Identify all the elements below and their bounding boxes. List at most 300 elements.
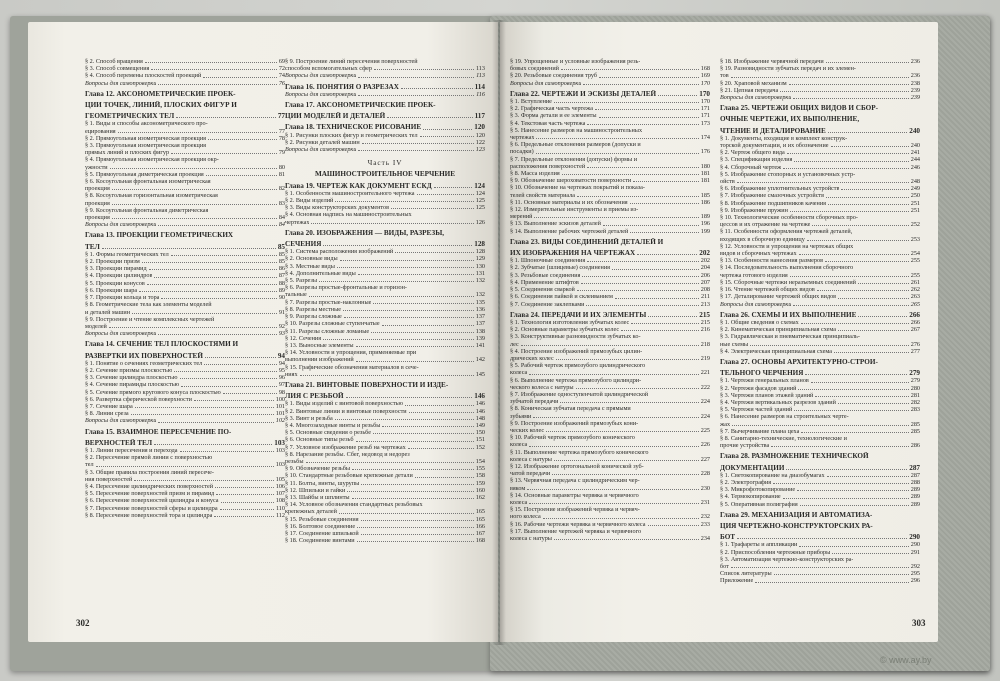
toc-entry-page: 170 [700, 79, 710, 87]
dot-leader [220, 505, 274, 510]
dot-leader [306, 458, 474, 463]
toc-entry-page: 152 [475, 443, 485, 451]
dot-leader [134, 476, 273, 481]
dot-leader [335, 415, 474, 420]
dot-leader [595, 105, 699, 110]
toc-entry-page: 165 [475, 508, 485, 516]
toc-entry [510, 506, 710, 513]
toc-entry-page: 261 [910, 278, 920, 286]
left-page-column-2 [285, 58, 485, 544]
toc-entry-title: ецирования [85, 127, 116, 135]
dot-leader [732, 421, 909, 426]
dot-leader [838, 293, 909, 298]
dot-leader [789, 80, 909, 85]
chapter-heading [510, 249, 710, 257]
dot-leader [401, 83, 473, 89]
toc-entry-page: 231 [700, 498, 710, 506]
chapter-heading [510, 238, 710, 246]
toc-entry [510, 513, 710, 520]
toc-entry-page: 288 [910, 478, 920, 486]
dot-leader [529, 441, 698, 446]
toc-entry-page: 225 [700, 426, 710, 434]
dot-leader [858, 311, 907, 317]
toc-entry [285, 58, 485, 65]
toc-entry-page: 244 [910, 156, 920, 164]
toc-entry-title: ЛИЯ С РЕЗЬБОЙ [285, 392, 344, 401]
toc-entry-page: 117 [474, 112, 485, 121]
toc-entry [720, 549, 920, 556]
review-questions-entry [285, 91, 485, 98]
toc-entry-title: § 1. Общие сведения о схемах [720, 318, 799, 326]
dot-leader [583, 80, 698, 85]
toc-entry-page: 168 [700, 65, 710, 73]
toc-entry-page: 102 [275, 417, 285, 425]
toc-entry-page: 180 [700, 162, 710, 170]
toc-entry-page: 142 [475, 356, 485, 364]
toc-entry-title: Вопросы для самопроверки [720, 300, 792, 308]
toc-entry-title: § 7. Пересечение поверхностей сферы и цилиндра [85, 504, 218, 512]
toc-entry [720, 192, 920, 199]
toc-entry [85, 207, 285, 214]
toc-entry-title: § 12. Измерительные инструменты и приемы из- [510, 206, 639, 214]
toc-entry [285, 480, 485, 487]
toc-entry-title: § 14. Выполнение рабочих чертежей деталей [510, 227, 629, 235]
toc-entry-page: 96 [278, 374, 285, 382]
toc-entry-title: Вопросы для самопроверки [85, 79, 157, 87]
toc-entry [510, 58, 710, 65]
toc-entry [510, 391, 710, 398]
toc-entry [510, 272, 710, 279]
toc-entry-title: БОТ [720, 533, 736, 542]
toc-entry-page: 232 [700, 513, 710, 521]
toc-entry-title: тов [720, 72, 729, 80]
dot-leader [827, 472, 909, 477]
toc-entry [510, 184, 710, 191]
toc-entry-page: 254 [910, 250, 920, 258]
dot-leader [633, 177, 699, 182]
dot-leader [102, 243, 276, 249]
dot-leader [357, 537, 474, 542]
dot-leader [658, 90, 697, 96]
toc-entry [510, 220, 710, 227]
dot-leader [417, 190, 474, 195]
toc-entry [720, 399, 920, 406]
toc-entry-title: ГЕОМЕТРИЧЕСКИХ ТЕЛ [85, 112, 175, 121]
toc-entry-page: 168 [475, 537, 485, 545]
toc-entry-title: § 21. Цепная передача [720, 86, 779, 94]
dot-leader [586, 301, 698, 306]
toc-entry-title: § 13. Червячная передача с цилиндрическим чер- [510, 477, 640, 485]
toc-entry-title: видов и сборочных чертежах [720, 250, 797, 258]
toc-entry [720, 214, 920, 221]
dot-leader [800, 501, 909, 506]
chapter-heading [85, 352, 285, 360]
toc-entry [285, 530, 485, 537]
toc-entry-title: § 8. Нарезание резьбы. Сбег, недовод и недорез [285, 450, 410, 458]
toc-entry-page: 89 [278, 286, 285, 294]
toc-entry-page: 251 [910, 206, 920, 214]
dot-leader [158, 80, 276, 85]
toc-entry [720, 207, 920, 214]
dot-leader [790, 207, 909, 212]
toc-entry-title: § 9. Разрезы сложные [285, 313, 342, 321]
toc-entry-page: 211 [700, 293, 710, 301]
toc-entry [85, 505, 285, 512]
dot-leader [203, 72, 277, 77]
dot-leader [347, 487, 473, 492]
dot-leader [599, 72, 699, 77]
chapter-heading [720, 522, 920, 530]
dot-leader [582, 272, 698, 277]
toc-entry [85, 258, 285, 265]
toc-entry-title: § 12. Шпильки и гайки [285, 486, 346, 494]
toc-entry-page: 141 [475, 341, 485, 349]
toc-entry-page: 106 [275, 482, 285, 490]
dot-leader [815, 392, 908, 397]
toc-entry-page: 92 [278, 322, 285, 330]
dot-leader [841, 185, 908, 190]
right-page [500, 22, 938, 642]
dot-leader [587, 257, 699, 262]
dot-leader [794, 406, 908, 411]
toc-entry-page: 129 [475, 255, 485, 263]
toc-entry [510, 521, 710, 528]
chapter-heading [720, 452, 920, 460]
chapter-heading [510, 90, 710, 98]
toc-entry-page: 113 [476, 72, 485, 80]
toc-entry-page: 296 [910, 577, 920, 585]
toc-entry-title: § 9. Косоугольная фронтальная диметрическая [85, 206, 209, 214]
toc-entry-page: 114 [474, 82, 485, 91]
toc-entry [510, 199, 710, 206]
toc-entry-page: 132 [475, 291, 485, 299]
toc-entry [510, 301, 710, 308]
dot-leader [577, 286, 699, 291]
toc-entry [85, 192, 285, 199]
toc-entry [85, 454, 285, 461]
toc-entry-title: § 2. Пересечение прямой линии с поверхностью [85, 454, 213, 462]
toc-entry [85, 512, 285, 519]
dot-leader [405, 400, 474, 405]
toc-entry [285, 270, 485, 277]
toc-entry [85, 251, 285, 258]
dot-leader [132, 309, 277, 314]
dot-leader [423, 123, 472, 129]
dot-leader [801, 319, 909, 324]
toc-entry-title: входящих в сборочную единицу [720, 235, 805, 243]
dot-leader [825, 257, 909, 262]
toc-entry-title: § 7. Вычерчивание плана цеха [720, 427, 800, 435]
toc-entry [85, 323, 285, 330]
dot-leader [352, 465, 474, 470]
toc-entry-title: Глава 28. РАЗМНОЖЕНИЕ ТЕХНИЧЕСКОЙ [720, 452, 869, 461]
toc-entry-page: 166 [475, 522, 485, 530]
toc-entry [510, 98, 710, 105]
dot-leader [118, 128, 277, 133]
toc-entry-title: § 1. Трафареты и аппликации [720, 541, 798, 549]
chapter-heading [85, 90, 285, 98]
toc-entry [85, 367, 285, 374]
toc-entry-page: 103 [275, 461, 285, 469]
toc-entry [285, 356, 485, 363]
toc-entry-title: § 14. Условности и упрощения, применяемые при [285, 349, 417, 357]
toc-entry-title: § 2. Прямоугольная изометрическая проекция [85, 134, 207, 142]
toc-entry-page: 171 [700, 112, 710, 120]
toc-entry [285, 139, 485, 146]
toc-entry [720, 156, 920, 163]
toc-entry [85, 309, 285, 316]
toc-entry-page: 169 [700, 72, 710, 80]
dot-leader [96, 461, 274, 466]
dot-leader [408, 444, 474, 449]
toc-entry-page: 213 [700, 300, 710, 308]
toc-entry-title: § 15. Сборочные чертежи неразъемных соединений [720, 278, 856, 286]
toc-entry [85, 469, 285, 476]
dot-leader [112, 200, 277, 205]
toc-entry-page: 116 [476, 90, 485, 98]
toc-entry-title: § 7. Предельные отклонения (допуски) формы и [510, 155, 638, 163]
toc-entry-title: § 13. Выполнение эскизов деталей [510, 220, 601, 228]
toc-entry-page: 77 [278, 127, 285, 135]
toc-entry-page: 126 [475, 218, 485, 226]
toc-entry [510, 141, 710, 148]
toc-entry-title: § 3. Чертежи планов этажей зданий [720, 391, 814, 399]
toc-entry [720, 570, 920, 577]
toc-entry [285, 291, 485, 298]
dot-leader [206, 171, 277, 176]
toc-entry-title: Глава 29. МЕХАНИЗАЦИЯ И АВТОМАТИЗА- [720, 510, 873, 519]
dot-leader [561, 65, 699, 70]
toc-entry [285, 364, 485, 371]
dot-leader [831, 142, 909, 147]
toc-entry-page: 100 [275, 395, 285, 403]
review-questions-entry [85, 330, 285, 337]
toc-entry [85, 178, 285, 185]
toc-entry-page: 253 [910, 235, 920, 243]
toc-entry-title: зубчатой передачи [510, 398, 559, 406]
toc-entry [510, 355, 710, 362]
toc-entry-title: § 1. Технология изготовления зубчатых колес [510, 318, 630, 326]
toc-entry-page: 227 [700, 455, 710, 463]
toc-entry-title: § 11. Основные материалы и их обозначения [510, 198, 628, 206]
toc-entry-page: 219 [700, 354, 710, 362]
toc-entry-page: 86 [278, 265, 285, 273]
toc-entry [285, 494, 485, 501]
left-page-column-1 [85, 58, 285, 519]
dot-leader [811, 377, 909, 382]
toc-entry-page: 236 [910, 72, 920, 80]
toc-entry-page: 289 [910, 486, 920, 494]
toc-entry-title: § 7. Соединение заклепками [510, 300, 585, 308]
dot-leader [135, 403, 274, 408]
chapter-heading [720, 115, 920, 123]
dot-leader [357, 523, 474, 528]
toc-entry [85, 156, 285, 163]
toc-entry [720, 577, 920, 584]
toc-entry-title: колеса с натуры [510, 535, 552, 542]
dot-leader [151, 65, 276, 70]
toc-entry [285, 458, 485, 465]
toc-entry-title: § 6. Предельные отклонения размеров (допуски и [510, 141, 641, 149]
dot-leader [615, 293, 699, 298]
toc-entry-title: Вопросы для самопроверки [285, 146, 357, 154]
toc-entry-title: § 2. Проекции призм [85, 258, 140, 266]
toc-entry-page: 107 [275, 490, 285, 498]
toc-entry [720, 319, 920, 326]
toc-entry [720, 442, 920, 449]
toc-entry-title: Глава 27. ОСНОВЫ АРХИТЕКТУРНО-СТРОИ- [720, 357, 878, 366]
toc-entry-title: § 1. Вступление [510, 98, 552, 106]
toc-entry-title: § 2. Чертеж общего вида [720, 149, 785, 157]
dot-leader [161, 294, 276, 299]
dot-leader [300, 371, 474, 376]
toc-entry [720, 435, 920, 442]
toc-entry-title: § 4. Построение изображений прямозубых цилин- [510, 347, 643, 355]
chapter-heading [285, 240, 485, 248]
toc-entry [720, 87, 920, 94]
toc-entry-page: 189 [700, 213, 710, 221]
toc-entry-page: 246 [910, 163, 920, 171]
toc-entry [720, 428, 920, 435]
toc-entry-page: 266 [909, 310, 920, 319]
toc-entry-title: § 6. Соединения пайкой и склеиванием [510, 293, 613, 301]
toc-entry-title: § 3. Сечение цилиндра плоскостью [85, 374, 178, 382]
toc-entry-title: § 15. Построение изображений червяка и червяч- [510, 506, 640, 514]
toc-entry-page: 167 [475, 529, 485, 537]
toc-entry [720, 541, 920, 548]
toc-entry-title: Глава 12. АКСОНОМЕТРИЧЕСКИЕ ПРОЕК- [85, 89, 236, 98]
chapter-heading [85, 243, 285, 251]
toc-entry-page: 76 [278, 79, 285, 87]
toc-entry [720, 58, 920, 65]
toc-entry-page: 290 [909, 533, 920, 542]
dot-leader [358, 91, 474, 96]
toc-entry [720, 333, 920, 340]
toc-entry [285, 277, 485, 284]
toc-entry [510, 134, 710, 141]
toc-entry-title: § 16. Чтение чертежей общих видов [720, 286, 815, 294]
part-title: МАШИНОСТРОИТЕЛЬНОЕ ЧЕРЧЕНИЕ [314, 170, 456, 179]
toc-entry-page: 81 [278, 170, 285, 178]
toc-entry-page: 93 [278, 330, 285, 338]
toc-entry-title: § 4. Сборочный чертеж [720, 163, 782, 171]
toc-entry [720, 72, 920, 79]
toc-entry [510, 470, 710, 477]
toc-entry-page: 234 [700, 535, 710, 542]
toc-entry-title: § 7. Изображение одноступенчатой цилиндрической [510, 390, 649, 398]
dot-leader [158, 330, 276, 335]
chapter-heading [720, 104, 920, 112]
toc-entry-page: 108 [275, 497, 285, 505]
toc-entry-title: § 4. Текстовая часть чертежа [510, 119, 586, 127]
toc-entry-title: § 2. Основные параметры зубчатых колес [510, 326, 620, 334]
toc-entry [510, 477, 710, 484]
toc-entry-page: 281 [910, 391, 920, 399]
toc-entry-page: 202 [699, 249, 710, 258]
dot-leader [793, 301, 908, 306]
dot-leader [409, 408, 474, 413]
toc-entry-title: Глава 17. АКСОНОМЕТРИЧЕСКИЕ ПРОЕК- [285, 101, 436, 110]
dot-leader [371, 328, 474, 333]
toc-entry-page: 233 [700, 520, 710, 528]
toc-entry [720, 413, 920, 420]
dot-leader [787, 149, 909, 154]
dot-leader [147, 280, 277, 285]
dot-leader [826, 192, 909, 197]
toc-entry [285, 371, 485, 378]
dot-leader [783, 493, 909, 498]
chapter-heading [285, 392, 485, 400]
toc-entry [510, 348, 710, 355]
toc-entry-title: телей свойств материала [510, 191, 576, 199]
toc-entry [85, 497, 285, 504]
toc-entry-page: 252 [910, 221, 920, 229]
toc-entry-page: 282 [910, 398, 920, 406]
chapter-heading [285, 123, 485, 131]
toc-entry [285, 516, 485, 523]
dot-leader [786, 464, 907, 470]
dot-leader [838, 326, 909, 331]
toc-entry-title: § 3. Виды конструкторских документов [285, 204, 390, 212]
toc-entry-title: § 4. Способ перемены плоскостей проекций [85, 72, 202, 80]
toc-entry [285, 248, 485, 255]
dot-leader [171, 149, 277, 154]
dot-leader [205, 352, 276, 358]
toc-entry-title: ДОКУМЕНТАЦИИ [720, 463, 785, 472]
dot-leader [149, 265, 277, 270]
toc-entry-title: § 4. Электрическая принципиальная схема [720, 347, 832, 355]
dot-leader [731, 72, 909, 77]
dot-leader [374, 65, 474, 70]
toc-entry-page: 170 [699, 89, 710, 98]
toc-entry [510, 384, 710, 391]
toc-entry-page: 290 [910, 541, 920, 549]
toc-entry [510, 264, 710, 271]
toc-entry [85, 149, 285, 156]
toc-entry [720, 135, 920, 142]
dot-leader [773, 479, 909, 484]
dot-leader [361, 516, 474, 521]
toc-entry-page: 82 [278, 185, 285, 193]
toc-entry-page: 137 [475, 313, 485, 321]
toc-entry-title: моделей [85, 322, 107, 330]
dot-leader [109, 323, 277, 328]
review-questions-entry [720, 94, 920, 101]
toc-entry-title: Вопросы для самопроверки [285, 72, 357, 80]
dot-leader [174, 367, 276, 372]
dot-leader [554, 456, 699, 461]
toc-entry [720, 178, 920, 185]
toc-entry-page: 146 [475, 400, 485, 408]
dot-leader [154, 439, 272, 445]
dot-leader [552, 470, 699, 475]
toc-entry-page: 255 [910, 271, 920, 279]
dot-leader [356, 436, 474, 441]
watermark: © www.ay.by [880, 655, 932, 665]
chapter-heading [85, 231, 285, 239]
toc-entry [510, 333, 710, 340]
toc-entry-title: § 1. Светокопирование на диазобумагах [720, 471, 825, 479]
toc-entry-page: 279 [909, 369, 920, 378]
toc-entry-page: 289 [910, 493, 920, 501]
toc-entry-title: колеса [510, 369, 528, 377]
toc-entry [85, 410, 285, 417]
toc-entry-page: 249 [910, 185, 920, 193]
toc-entry-title: лес [510, 340, 519, 348]
dot-leader [358, 72, 474, 77]
toc-entry-title: ойств [720, 178, 735, 186]
toc-entry [720, 243, 920, 250]
